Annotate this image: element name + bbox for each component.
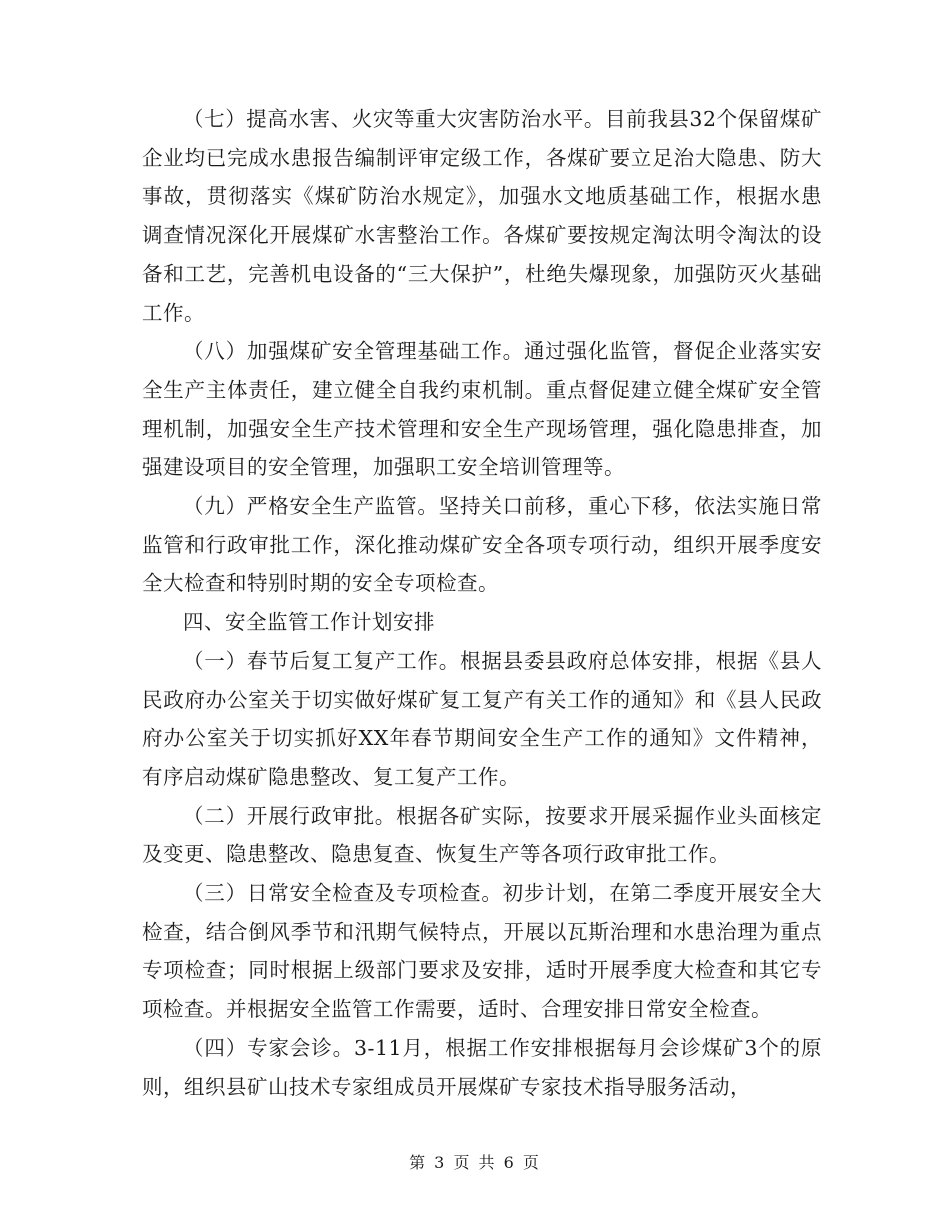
- paragraph-2-administrative-approval: （二）开展行政审批。根据各矿实际，按要求开展采掘作业头面核定及变更、隐患整改、隐患复查、恢复生产等各项行政审批工作。: [142, 803, 822, 867]
- paragraph-9-safety-supervision: （九）严格安全生产监管。坚持关口前移，重心下移，依法实施日常监管和行政审批工作，深化推动煤矿安全各项专项行动，组织开展季度安全大检查和特别时期的安全专项检查。: [142, 494, 822, 596]
- section-heading-4: 四、安全监管工作计划安排: [183, 610, 435, 635]
- paragraph-3-safety-inspection: （三）日常安全检查及专项检查。初步计划，在第二季度开展安全大检查，结合倒风季节和汛期气候特点，开展以瓦斯治理和水患治理为重点专项检查；同时根据上级部门要求及安排，适时开展季度大检查和其它专项检查。并根据安全监管工作需要，适时、合理安排日常安全检查。: [142, 881, 822, 1022]
- paragraph-8-safety-management-basics: （八）加强煤矿安全管理基础工作。通过强化监管，督促企业落实安全生产主体责任，建立健全自我约束机制。重点督促建立健全煤矿安全管理机制，加强安全生产技术管理和安全生产现场管理，强化隐患排查，加强建设项目的安全管理，加强职工安全培训管理等。: [142, 339, 822, 480]
- paragraph-1-resumption-work: （一）春节后复工复产工作。根据县委县政府总体安排，根据《县人民政府办公室关于切实做好煤矿复工复产有关工作的通知》和《县人民政府办公室关于切实抓好XX年春节期间安全生产工作的通知》文件精神，有序启动煤矿隐患整改、复工复产工作。: [142, 648, 822, 789]
- paragraph-7-water-fire-prevention: （七）提高水害、火灾等重大灾害防治水平。目前我县32个保留煤矿企业均已完成水患报告编制评审定级工作，各煤矿要立足治大隐患、防大事故，贯彻落实《煤矿防治水规定》，加强水文地质基础工作，根据水患调查情况深化开展煤矿水害整治工作。各煤矿要按规定淘汰明令淘汰的设备和工艺，完善机电设备的“三大保护”，杜绝失爆现象，加强防灭火基础工作。: [142, 107, 822, 325]
- document-body: [142, 100, 822, 1106]
- paragraph-4-expert-consultation: （四）专家会诊。3-11月，根据工作安排根据每月会诊煤矿3个的原则，组织县矿山技术专家组成员开展煤矿专家技术指导服务活动，: [142, 1035, 822, 1099]
- page-footer: 第 3 页 共 6 页: [409, 1153, 541, 1172]
